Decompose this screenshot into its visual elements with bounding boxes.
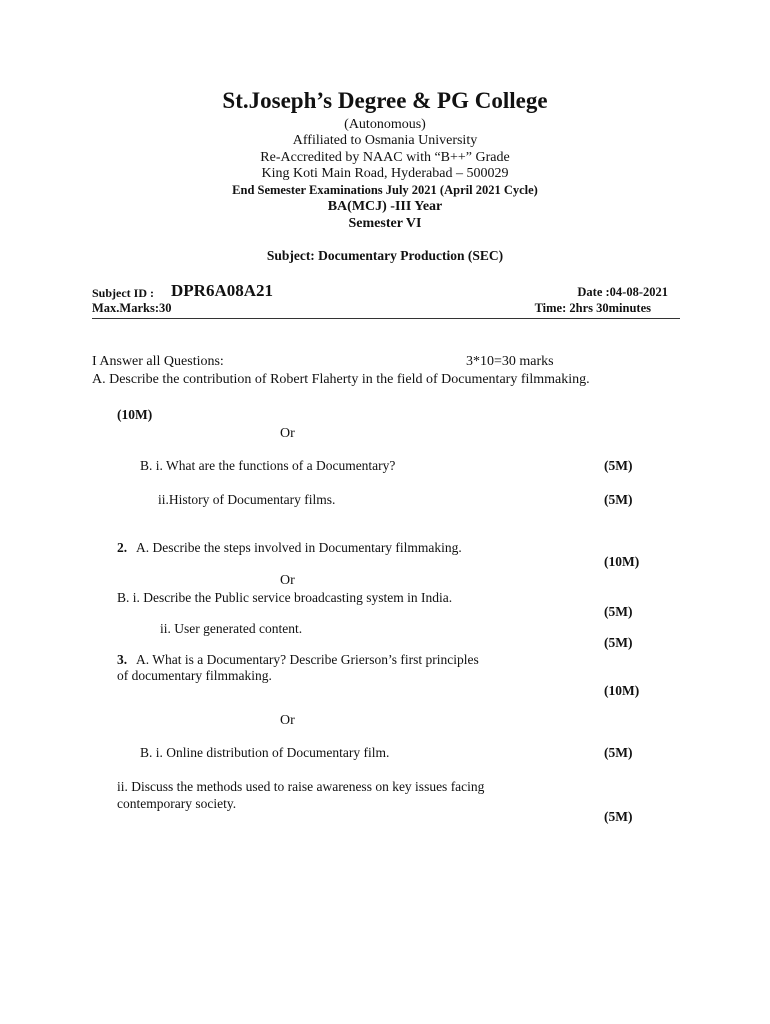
- q1-part-a: A. Describe the contribution of Robert Flaherty in the field of Documentary filmmaking.: [92, 372, 590, 387]
- q1-part-b-ii-marks: (5M): [604, 492, 633, 507]
- q2-part-a: A. Describe the steps involved in Documentary filmmaking.: [136, 540, 462, 555]
- max-marks: Max.Marks:30: [92, 301, 172, 315]
- q2-part-b-ii-marks: (5M): [604, 635, 633, 650]
- q3-part-b-i: B. i. Online distribution of Documentary film.: [140, 745, 390, 760]
- autonomous-label: (Autonomous): [344, 117, 426, 132]
- q1-part-b-ii: ii.History of Documentary films.: [158, 492, 336, 507]
- subject-title: Subject: Documentary Production (SEC): [266, 248, 504, 263]
- subject-id-label: Subject ID :: [92, 286, 154, 300]
- q1-part-b-i-marks: (5M): [604, 458, 633, 473]
- exam-date: Date :04-08-2021: [577, 285, 668, 299]
- q3-part-b-ii-line2: contemporary society.: [117, 796, 237, 811]
- q2-part-b-i-marks: (5M): [604, 604, 633, 619]
- q2-part-a-marks: (10M): [604, 554, 640, 569]
- college-name: St.Joseph’s Degree & PG College: [222, 88, 548, 113]
- q1-or: Or: [280, 426, 295, 441]
- q3-part-a-line1: A. What is a Documentary? Describe Grierson’s first principles: [136, 652, 479, 667]
- q3-part-b-i-marks: (5M): [604, 745, 633, 760]
- instruction-text: I Answer all Questions:: [92, 354, 224, 369]
- semester-title: Semester VI: [348, 216, 422, 231]
- q2-part-b-i: B. i. Describe the Public service broadcasting system in India.: [117, 590, 453, 605]
- subject-id-value: DPR6A08A21: [171, 281, 273, 300]
- q3-number: 3.: [117, 652, 128, 667]
- q2-or: Or: [280, 573, 295, 588]
- accreditation-line: Re-Accredited by NAAC with “B++” Grade: [260, 150, 510, 165]
- q2-part-b-ii: ii. User generated content.: [160, 621, 303, 636]
- q3-part-a-line2: of documentary filmmaking.: [117, 668, 272, 683]
- exam-duration: Time: 2hrs 30minutes: [534, 301, 651, 315]
- q2-number: 2.: [117, 540, 128, 555]
- q3-part-b-ii-line1: ii. Discuss the methods used to raise awareness on key issues facing: [117, 779, 485, 794]
- q3-part-a-marks: (10M): [604, 683, 640, 698]
- header-divider: [92, 318, 680, 319]
- q3-part-b-ii-marks: (5M): [604, 809, 633, 824]
- instruction-marks: 3*10=30 marks: [466, 354, 554, 369]
- address-line: King Koti Main Road, Hyderabad – 500029: [261, 166, 509, 181]
- affiliation-line: Affiliated to Osmania University: [292, 133, 478, 148]
- exam-title: End Semester Examinations July 2021 (April 2021 Cycle): [232, 183, 538, 197]
- course-title: BA(MCJ) -III Year: [327, 199, 443, 214]
- q1-part-b-i: B. i. What are the functions of a Documentary?: [140, 458, 396, 473]
- q1-part-a-marks: (10M): [117, 407, 153, 422]
- q3-or: Or: [280, 713, 295, 728]
